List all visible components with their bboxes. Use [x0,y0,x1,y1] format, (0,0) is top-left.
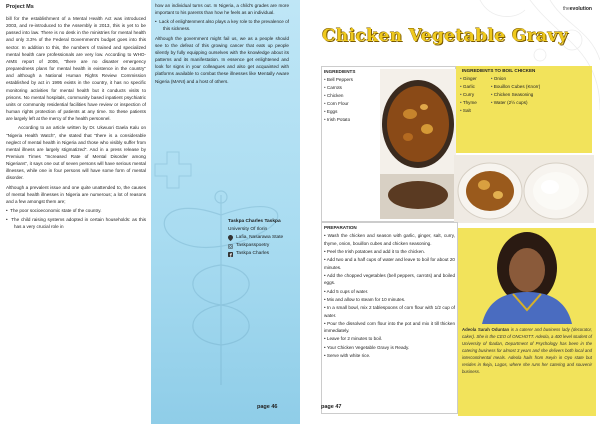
bullet-item: • The child raising systems adopted in certain households: as this has a very crucial role in [6,217,146,230]
prep-step: • Mix and allow to steam for 10 minutes. [324,296,455,304]
ingredients-heading: INGREDIENTS [324,69,356,74]
ingredient-item: • Chicken [324,92,455,100]
ingredient-item: • Carrots [324,84,455,92]
author-name: Taskpa Charles Taskpa [228,219,281,224]
boil-item: • Curry [460,91,477,99]
author-social-2[interactable]: Taskpa Charles [228,250,298,258]
instagram-icon [228,244,233,249]
ingredient-item: • Irish Potato [324,116,455,124]
prep-step: • Add two and a half cups of water and leave to boil for about 20 minutes. [324,256,455,271]
preparation-list [322,232,457,359]
prep-step: • Add 5 cups of water. [324,288,455,296]
article-column-2 [155,2,289,167]
paragraph: bill for the establishment of a Mental Health Act was introduced 2003, and re-introduced to the Assembly in 2013, this is yet to be passed into law. There is no desk in the ministries for mental health and only 3.3% of the Federal Government's budget goes into this sector. In addition to this, the numbers of trained and specialized mental health care professionals are very low. According to WHO-AIMS report of 2006, "there are no disaster emergency preparedness plans for mental health in existence in the country" and although a National Human Rights Review Commission established by act in 1995 exists in the country, it has no specific monitoring activities for mental health but it conducts visits to prisons. No mental hospitals, community based inpatient psychiatric units or community residential facilities have review or inspection of human rights protection of patients at any time. So these patients are largely left at the mercy of the health personnel. [6,16,146,122]
paragraph: Although the government might fail us, we as a people should see to the defeat of this growing cancer that eats up people silently by fully equipping ourselves with the knowledge about its patterns and its manifestation. In essence get enlightened and look for signs in your colleagues and also get acquainted with platforms available to combat these illnesses like Mentally Aware Nigeria (MANI) and a host of others. [155,35,289,84]
bio-box [458,228,596,416]
author-org: University Of Ilorin [228,227,268,232]
boil-item: • Garlic [460,83,477,91]
bullet-item: • The poor socioeconomic state of the country. [6,208,102,214]
caduceus-watermark-icon [151,185,296,385]
preparation-heading: PREPARATION [324,225,357,230]
bullet-item: • Lack of enlightenment also plays a key role to the prevalence of this sickness. [155,19,289,32]
gravy-pot-photo [380,69,456,219]
boil-list-2 [491,75,540,115]
article-column-1 [6,15,146,421]
prep-step: • Pour the dissolved corn flour into the pot and mix it till thicken immediately. [324,320,455,335]
page-header: Project Ms [6,4,34,10]
page-number-left: page 46 [257,404,278,410]
preparation-panel [321,222,458,414]
boil-item: • Chicken Seasoning [491,91,540,99]
paragraph: Although a prevalent issue and one quite unattended to, the causes of mental health illnesses in Nigeria are numerous; a lot of reasons and a few amongst them are; [6,184,146,204]
magazine-brand: theevolution [562,6,592,12]
boil-item: • Thyme [460,99,477,107]
bio-text: Adeola Sarah Oduntan is a caterer and business lady (decorator, caker). She is the CEO of ONCHOTT. Adeola, a 400 level student of University of Ibadan, Department of Psychology has been in the catering business for almost 3 years and she delivers both local and intercontinental meals. Adeola hails from Iseyin in Oyo state but resides in Ikeja, Lagos, where she runs her catering and souvenir business. [462,327,592,374]
ingredient-item: • Bell Peppers [324,76,455,84]
boil-list-1 [460,75,477,115]
facebook-icon [228,252,233,257]
prep-step: • Peel the Irish potatoes and add it to the chicken. [324,248,455,256]
page-number-right: page 47 [321,404,342,410]
boil-heading: INGREDIENTS TO BOIL CHICKEN [462,68,536,73]
author-social-1[interactable]: Taskpasspoetry [228,242,298,250]
location-pin-icon [228,235,233,241]
ingredients-panel [321,66,456,222]
prep-step: • Serve with white rice. [324,352,455,360]
paragraph: According to an article written by Dr. Ukwuori Gaela Kalu on "Nigeria Health Watch", she stated that "there is a considerable neglect of mental health in Nigeria and those who visibly suffer from mental illness are largely stigmatized". And in a press release by Premium Times "Increased Rate of Mental Disorder among Nigerians", it says one out of seven persons will have serious mental illnesses, while one in four persons will have some form of mental disorder. [6,125,146,181]
boil-item: • Bouillon Cubes (Knorr) [491,83,540,91]
ingredient-item: • Corn Flour [324,100,455,108]
right-page [300,0,600,424]
prep-step: • Your Chicken Vegetable Gravy is Ready. [324,344,455,352]
boil-item: • Salt [460,107,477,115]
author-location: Lafia, Nasarawa State [228,234,298,242]
paragraph: how an individual turns out. In Nigeria, a child's grades are more important to his parents than how he feels as an individual. [155,3,289,16]
boil-item: • Water (2½ cups) [491,99,540,107]
prep-step: • Add the chopped vegetables (bell peppers, carrots) and boiled eggs. [324,272,455,287]
plated-food-photo [454,155,594,223]
boil-item: • Ginger [460,75,477,83]
ingredient-item: • Eggs [324,108,455,116]
author-box [228,218,298,258]
boil-ingredients-grid [460,75,540,115]
boil-ingredients-panel [456,66,592,153]
prep-step: • Leave for 2 minutes to boil. [324,335,455,343]
chef-portrait-photo [458,228,596,324]
prep-step: • Wash the chicken and season with garlic, ginger, salt, curry, thyme, onion, bouillon cubes and chicken seasoning. [324,232,455,247]
prep-step: • In a small bowl, mix 2 tablespoons of corn flour with 1/2 cup of water. [324,304,455,319]
boil-item: • Onion [491,75,540,83]
recipe-title: Chicken Vegetable Gravy [322,26,569,46]
